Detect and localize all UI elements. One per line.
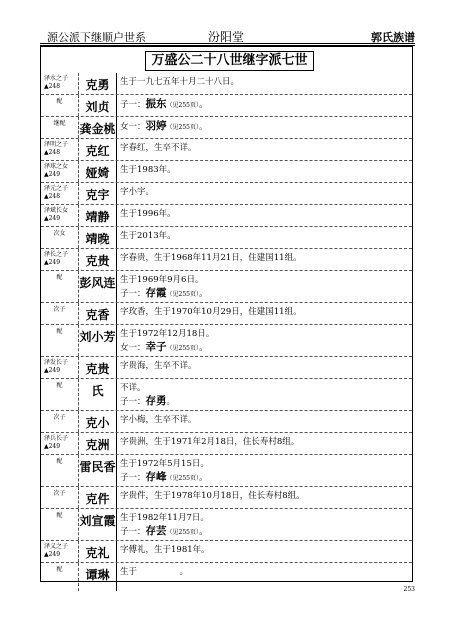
person-name: 彭风连 <box>79 271 117 302</box>
detail-line: 生于1972年5月15日。 <box>120 459 209 469</box>
details-cell <box>117 205 412 226</box>
relation-cell <box>41 455 79 486</box>
relation-cell <box>41 183 79 204</box>
child-suffix: 。 <box>198 122 208 132</box>
relation-cell <box>41 411 79 432</box>
table-row <box>41 433 412 455</box>
child-page-ref: （见255页） <box>166 291 199 298</box>
relation-page-ref: ▲248 <box>44 193 61 200</box>
detail-line <box>120 395 412 409</box>
table-row <box>41 73 412 95</box>
person-name: 刘小芳 <box>79 325 117 356</box>
detail-line: 字贵海，生卒不详。 <box>120 361 197 371</box>
section-title: 万盛公二十八世继字派七世 <box>145 51 314 71</box>
relation-text: 配 <box>56 328 63 335</box>
detail-line: 生于2013年。 <box>120 231 176 241</box>
relation-cell <box>41 205 79 226</box>
relation-cell <box>41 325 79 356</box>
person-name: 靖晚 <box>79 227 117 248</box>
details-cell <box>117 95 412 116</box>
child-page-ref: （见255页） <box>166 475 199 482</box>
detail-line: 生于一九七五年十月二十八日。 <box>120 77 240 87</box>
person-name: 刘贞 <box>79 95 117 116</box>
relation-page-ref: ▲249 <box>44 215 61 222</box>
person-name: 克红 <box>79 139 117 160</box>
child-name: 振东 <box>145 98 167 110</box>
table-row <box>41 541 412 563</box>
relation-text: 泽兵长子 <box>44 435 69 442</box>
person-name: 克小 <box>79 411 117 432</box>
relation-page-ref: ▲249 <box>44 259 61 266</box>
child-name: 羽婷 <box>145 120 167 132</box>
relation-cell <box>41 73 79 94</box>
table-row <box>41 487 412 509</box>
person-name: 克贵 <box>79 357 117 378</box>
relation-cell <box>41 249 79 270</box>
details-cell <box>117 161 412 182</box>
relation-text: 泽义之子 <box>44 543 69 550</box>
table-row <box>41 95 412 117</box>
details-cell <box>117 433 412 454</box>
table-row <box>41 455 412 487</box>
details-cell <box>117 73 412 94</box>
relation-page-ref: ▲249 <box>44 171 61 178</box>
relation-text: 次子 <box>53 306 66 313</box>
header-rule <box>40 43 415 44</box>
detail-line: 字贵件，生于1978年10月18日，住长寿村8组。 <box>120 491 305 501</box>
details-cell <box>117 227 412 248</box>
relation-page-ref: ▲248 <box>44 83 61 90</box>
detail-line: 生于1972年12月18日。 <box>120 329 215 339</box>
child-prefix: 子一： <box>120 100 146 110</box>
detail-line: 字贵洲，生于1971年2月18日，住长寿村8组。 <box>120 437 300 447</box>
genealogy-table <box>40 46 413 582</box>
child-page-ref: （见255页） <box>166 124 199 131</box>
person-name: 谭琳 <box>79 563 117 591</box>
child-prefix: 子一： <box>120 397 146 407</box>
detail-line: 生于1982年11月7日。 <box>120 513 209 523</box>
table-row <box>41 325 412 357</box>
person-name: 氏 <box>79 379 117 410</box>
relation-cell <box>41 379 79 410</box>
details-cell <box>117 325 412 356</box>
relation-page-ref: ▲249 <box>44 551 61 558</box>
relation-text: 次子 <box>53 490 66 497</box>
relation-cell <box>41 271 79 302</box>
table-row <box>41 509 412 541</box>
person-name: 刘宣霞 <box>79 509 117 540</box>
details-cell <box>117 271 412 302</box>
child-name: 幸子 <box>145 341 167 353</box>
detail-line: 生于1969年9月6日。 <box>120 275 204 285</box>
table-row <box>41 357 412 379</box>
person-name: 克贵 <box>79 249 117 270</box>
details-cell <box>117 379 412 410</box>
table-row <box>41 249 412 271</box>
table-row <box>41 227 412 249</box>
child-prefix: 子一： <box>120 527 146 537</box>
relation-text: 次女 <box>53 230 66 237</box>
detail-line: 生于1983年。 <box>120 165 176 175</box>
header-center-text: 汾阳堂 <box>208 30 245 44</box>
details-cell <box>117 509 412 540</box>
person-name: 克礼 <box>79 541 117 562</box>
relation-text: 泽斌长女 <box>44 207 69 214</box>
details-cell <box>117 249 412 270</box>
detail-line: 生于1996年。 <box>120 209 176 219</box>
relation-cell <box>41 509 79 540</box>
relation-cell <box>41 95 79 116</box>
detail-line: 字春贵，生于1968年11月21日，住建国11组。 <box>120 253 302 263</box>
child-name: 存霞 <box>145 287 167 299</box>
table-row <box>41 183 412 205</box>
relation-cell <box>41 117 79 138</box>
relation-cell <box>41 433 79 454</box>
person-name: 克香 <box>79 303 117 324</box>
table-row <box>41 379 412 411</box>
child-suffix: 。 <box>198 100 208 110</box>
relation-cell <box>41 161 79 182</box>
table-row <box>41 563 412 591</box>
child-prefix: 子一： <box>120 473 146 483</box>
details-cell <box>117 455 412 486</box>
person-name: 克宇 <box>79 183 117 204</box>
details-cell <box>117 117 412 138</box>
header-left-text: 源公派下继顺户世系 <box>47 31 146 44</box>
relation-text: 泽发长子 <box>44 359 69 366</box>
relation-text: 次子 <box>53 414 66 421</box>
detail-line <box>120 120 412 134</box>
person-name: 靖静 <box>79 205 117 226</box>
relation-text: 配 <box>56 98 63 105</box>
entry-rows <box>41 73 412 591</box>
details-cell <box>117 183 412 204</box>
relation-text: 泽明之子 <box>44 141 69 148</box>
detail-line: 字小宇。 <box>120 187 155 197</box>
table-row <box>41 161 412 183</box>
page-number: 253 <box>403 586 415 593</box>
child-prefix: 女一： <box>120 122 146 132</box>
details-cell <box>117 139 412 160</box>
details-cell <box>117 411 412 432</box>
child-suffix: 。 <box>198 527 208 537</box>
details-cell <box>117 563 412 591</box>
details-cell <box>117 357 412 378</box>
child-page-ref: （见255页） <box>166 345 199 352</box>
header-right-text: 郭氏族谱 <box>371 31 415 44</box>
relation-text: 泽水之子 <box>44 75 69 82</box>
person-name: 克洲 <box>79 433 117 454</box>
detail-line <box>120 98 412 112</box>
table-row <box>41 205 412 227</box>
person-name: 克勇 <box>79 73 117 94</box>
relation-page-ref: ▲248 <box>44 149 61 156</box>
relation-cell <box>41 357 79 378</box>
relation-text: 泽元之子 <box>44 185 69 192</box>
child-suffix: 。 <box>166 397 176 407</box>
relation-page-ref: ▲249 <box>44 367 61 374</box>
person-name: 龚金桃 <box>79 117 117 138</box>
details-cell <box>117 487 412 508</box>
table-row <box>41 117 412 139</box>
table-row <box>41 411 412 433</box>
child-name: 存峰 <box>145 471 167 483</box>
detail-line <box>120 341 412 355</box>
child-page-ref: （见255页） <box>166 529 199 536</box>
relation-page-ref: ▲249 <box>44 443 61 450</box>
child-suffix: 。 <box>198 289 208 299</box>
person-name: 克件 <box>79 487 117 508</box>
table-row <box>41 139 412 161</box>
relation-text: 配 <box>56 458 63 465</box>
relation-text: 配 <box>56 274 63 281</box>
details-cell <box>117 303 412 324</box>
detail-line <box>120 525 412 539</box>
child-name: 存芸 <box>145 525 167 537</box>
child-suffix: 。 <box>198 473 208 483</box>
child-suffix: 。 <box>198 343 208 353</box>
child-prefix: 女一： <box>120 343 146 353</box>
relation-cell <box>41 303 79 324</box>
relation-text: 泽球之女 <box>44 163 69 170</box>
relation-text: 配 <box>56 382 63 389</box>
relation-text: 继配 <box>53 120 66 127</box>
details-cell <box>117 541 412 562</box>
relation-cell <box>41 541 79 562</box>
table-row <box>41 271 412 303</box>
relation-cell <box>41 563 79 591</box>
relation-text: 配 <box>56 566 63 573</box>
detail-line: 字春红，生卒不详。 <box>120 143 197 153</box>
detail-line: 字玫香，生于1970年10月29日，住建国11组。 <box>120 307 302 317</box>
detail-line <box>120 471 412 485</box>
relation-cell <box>41 227 79 248</box>
child-name: 存勇 <box>145 395 167 407</box>
child-prefix: 子一： <box>120 289 146 299</box>
table-row <box>41 303 412 325</box>
relation-cell <box>41 487 79 508</box>
detail-line: 生于 。 <box>120 567 189 577</box>
detail-line: 字傅礼，生于1981年。 <box>120 545 210 555</box>
detail-line: 不详。 <box>120 383 146 393</box>
person-name: 雷民香 <box>79 455 117 486</box>
person-name: 娅婍 <box>79 161 117 182</box>
relation-cell <box>41 139 79 160</box>
detail-line: 字小梅，生卒不详。 <box>120 415 197 425</box>
relation-text: 配 <box>56 512 63 519</box>
detail-line <box>120 287 412 301</box>
title-area <box>41 47 412 73</box>
relation-text: 泽长之子 <box>44 251 69 258</box>
child-page-ref: （见255页） <box>166 102 199 109</box>
